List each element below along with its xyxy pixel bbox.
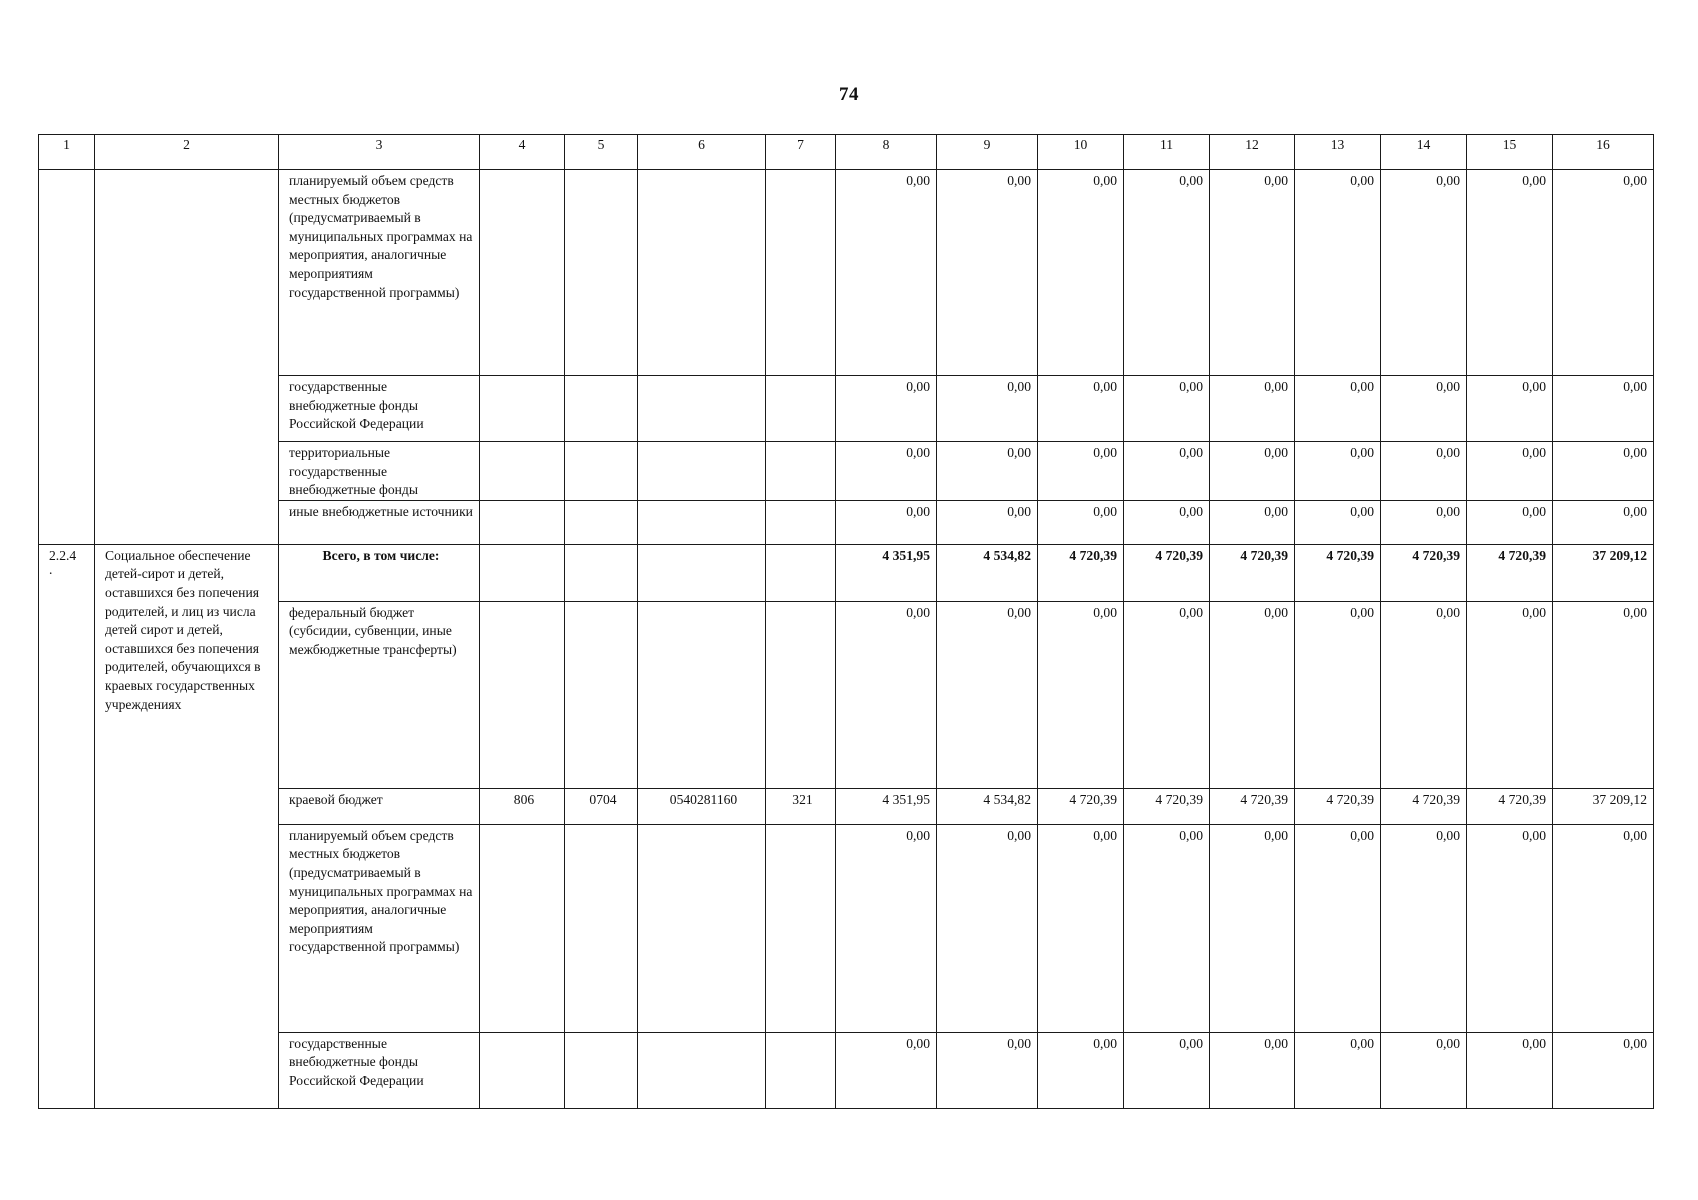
code-cell — [766, 1032, 836, 1108]
value-cell: 0,00 — [1467, 376, 1553, 442]
header-cell: 5 — [565, 135, 638, 170]
header-cell: 9 — [937, 135, 1038, 170]
code-cell: 321 — [766, 788, 836, 824]
value-cell: 0,00 — [1124, 376, 1210, 442]
value-cell: 0,00 — [937, 442, 1038, 501]
value-cell: 0,00 — [1210, 1032, 1295, 1108]
code-cell — [638, 442, 766, 501]
value-cell: 0,00 — [1038, 170, 1124, 376]
value-cell: 0,00 — [1381, 170, 1467, 376]
value-cell: 0,00 — [1381, 601, 1467, 788]
index-cell — [39, 170, 95, 545]
total-value-cell: 4 720,39 — [1467, 544, 1553, 601]
value-cell: 4 720,39 — [1038, 788, 1124, 824]
header-cell: 7 — [766, 135, 836, 170]
code-cell — [565, 376, 638, 442]
value-cell: 0,00 — [836, 824, 937, 1032]
total-value-cell: 37 209,12 — [1553, 544, 1654, 601]
value-cell: 0,00 — [1124, 442, 1210, 501]
code-cell — [766, 442, 836, 501]
value-cell: 0,00 — [1295, 170, 1381, 376]
value-cell: 0,00 — [1295, 824, 1381, 1032]
value-cell: 4 720,39 — [1467, 788, 1553, 824]
value-cell: 0,00 — [1295, 442, 1381, 501]
total-value-cell: 4 534,82 — [937, 544, 1038, 601]
code-cell — [638, 170, 766, 376]
header-cell: 16 — [1553, 135, 1654, 170]
value-cell: 0,00 — [1038, 824, 1124, 1032]
table-row — [39, 788, 1654, 824]
value-cell: 4 720,39 — [1124, 788, 1210, 824]
table-row — [39, 824, 1654, 1032]
index-cell — [39, 544, 95, 1108]
value-cell: 0,00 — [1124, 1032, 1210, 1108]
total-value-cell: 4 720,39 — [1295, 544, 1381, 601]
value-cell: 0,00 — [1124, 500, 1210, 544]
total-label: Всего, в том числе: — [279, 544, 480, 601]
budget-table — [38, 134, 1654, 1109]
value-cell: 0,00 — [1381, 376, 1467, 442]
code-cell — [638, 544, 766, 601]
code-cell — [480, 544, 565, 601]
value-cell: 0,00 — [836, 442, 937, 501]
total-row — [39, 544, 1654, 601]
value-cell: 0,00 — [1038, 601, 1124, 788]
value-cell: 0,00 — [1038, 376, 1124, 442]
value-cell: 0,00 — [1124, 170, 1210, 376]
code-cell — [565, 442, 638, 501]
value-cell: 0,00 — [1381, 1032, 1467, 1108]
code-cell — [638, 824, 766, 1032]
code-cell — [766, 376, 836, 442]
item-index: 2.2.4 — [49, 547, 77, 563]
code-cell — [638, 500, 766, 544]
header-cell: 1 — [39, 135, 95, 170]
value-cell: 0,00 — [1467, 170, 1553, 376]
code-cell — [480, 442, 565, 501]
source-cell: государственные внебюджетные фонды Российской Федерации — [279, 1032, 480, 1108]
value-cell: 4 534,82 — [937, 788, 1038, 824]
source-cell: федеральный бюджет (субсидии, субвенции, иные межбюджетные трансферты) — [279, 601, 480, 788]
table-row — [39, 442, 1654, 501]
value-cell: 0,00 — [1295, 376, 1381, 442]
source-cell: территориальные государственные внебюджетные фонды — [279, 442, 480, 501]
code-cell — [565, 601, 638, 788]
value-cell: 0,00 — [937, 824, 1038, 1032]
description-cell — [95, 170, 279, 545]
page-number: 74 — [839, 84, 859, 105]
value-cell: 0,00 — [1467, 601, 1553, 788]
code-cell — [766, 824, 836, 1032]
table-row — [39, 1032, 1654, 1108]
value-cell: 0,00 — [1467, 824, 1553, 1032]
header-cell: 11 — [1124, 135, 1210, 170]
value-cell: 0,00 — [1381, 500, 1467, 544]
code-cell: 0540281160 — [638, 788, 766, 824]
source-cell: иные внебюджетные источники — [279, 500, 480, 544]
source-cell: краевой бюджет — [279, 788, 480, 824]
code-cell — [480, 376, 565, 442]
table-row — [39, 376, 1654, 442]
value-cell: 0,00 — [1553, 500, 1654, 544]
value-cell: 0,00 — [1210, 170, 1295, 376]
code-cell: 0704 — [565, 788, 638, 824]
value-cell: 0,00 — [937, 170, 1038, 376]
value-cell: 0,00 — [1038, 500, 1124, 544]
header-cell: 3 — [279, 135, 480, 170]
value-cell: 0,00 — [1210, 824, 1295, 1032]
value-cell: 0,00 — [1295, 500, 1381, 544]
code-cell — [480, 601, 565, 788]
value-cell: 0,00 — [1210, 376, 1295, 442]
value-cell: 37 209,12 — [1553, 788, 1654, 824]
value-cell: 0,00 — [1210, 442, 1295, 501]
value-cell: 0,00 — [1553, 601, 1654, 788]
description-cell: Социальное обеспечение детей-сирот и детей, оставшихся без попечения родителей, и лиц из числа детей сирот и детей, оставшихся без попечения родителей, обучающихся в краевых государственных учреждениях — [95, 544, 279, 1108]
value-cell: 0,00 — [1553, 1032, 1654, 1108]
value-cell: 0,00 — [937, 376, 1038, 442]
value-cell: 0,00 — [937, 1032, 1038, 1108]
value-cell: 0,00 — [1553, 824, 1654, 1032]
code-cell — [638, 1032, 766, 1108]
value-cell: 0,00 — [1295, 601, 1381, 788]
value-cell: 4 720,39 — [1210, 788, 1295, 824]
value-cell: 0,00 — [836, 601, 937, 788]
total-value-cell: 4 720,39 — [1124, 544, 1210, 601]
header-cell: 8 — [836, 135, 937, 170]
header-cell: 4 — [480, 135, 565, 170]
table-row — [39, 170, 1654, 376]
value-cell: 0,00 — [1038, 442, 1124, 501]
code-cell — [480, 170, 565, 376]
code-cell — [638, 376, 766, 442]
value-cell: 0,00 — [1124, 824, 1210, 1032]
value-cell: 0,00 — [937, 500, 1038, 544]
code-cell — [638, 601, 766, 788]
code-cell — [565, 170, 638, 376]
value-cell: 0,00 — [937, 601, 1038, 788]
value-cell: 0,00 — [1210, 500, 1295, 544]
code-cell — [565, 544, 638, 601]
value-cell: 0,00 — [1467, 1032, 1553, 1108]
value-cell: 0,00 — [1553, 442, 1654, 501]
value-cell: 0,00 — [1467, 442, 1553, 501]
total-value-cell: 4 351,95 — [836, 544, 937, 601]
code-cell — [766, 601, 836, 788]
value-cell: 0,00 — [1467, 500, 1553, 544]
source-cell: государственные внебюджетные фонды Российской Федерации — [279, 376, 480, 442]
code-cell — [480, 500, 565, 544]
code-cell — [565, 824, 638, 1032]
table-row — [39, 601, 1654, 788]
header-cell: 14 — [1381, 135, 1467, 170]
value-cell: 0,00 — [1381, 442, 1467, 501]
value-cell: 0,00 — [1124, 601, 1210, 788]
code-cell — [766, 170, 836, 376]
source-cell: планируемый объем средств местных бюджетов (предусматриваемый в муниципальных программах на мероприятия, аналогичные мероприятиям государственной программы) — [279, 170, 480, 376]
code-cell — [766, 544, 836, 601]
value-cell: 4 351,95 — [836, 788, 937, 824]
value-cell: 0,00 — [1381, 824, 1467, 1032]
value-cell: 0,00 — [836, 170, 937, 376]
table-row — [39, 500, 1654, 544]
total-value-cell: 4 720,39 — [1210, 544, 1295, 601]
header-cell: 15 — [1467, 135, 1553, 170]
item-index-mark: . — [49, 562, 53, 578]
header-cell: 12 — [1210, 135, 1295, 170]
value-cell: 0,00 — [836, 500, 937, 544]
code-cell — [480, 824, 565, 1032]
source-cell: планируемый объем средств местных бюджетов (предусматриваемый в муниципальных программах на мероприятия, аналогичные мероприятиям государственной программы) — [279, 824, 480, 1032]
value-cell: 0,00 — [836, 1032, 937, 1108]
header-cell: 6 — [638, 135, 766, 170]
value-cell: 0,00 — [836, 376, 937, 442]
header-row — [39, 135, 1654, 170]
code-cell — [766, 500, 836, 544]
header-cell: 2 — [95, 135, 279, 170]
code-cell: 806 — [480, 788, 565, 824]
code-cell — [480, 1032, 565, 1108]
value-cell: 0,00 — [1553, 170, 1654, 376]
value-cell: 4 720,39 — [1381, 788, 1467, 824]
value-cell: 0,00 — [1553, 376, 1654, 442]
header-cell: 10 — [1038, 135, 1124, 170]
code-cell — [565, 500, 638, 544]
code-cell — [565, 1032, 638, 1108]
value-cell: 0,00 — [1038, 1032, 1124, 1108]
total-value-cell: 4 720,39 — [1038, 544, 1124, 601]
total-value-cell: 4 720,39 — [1381, 544, 1467, 601]
value-cell: 4 720,39 — [1295, 788, 1381, 824]
value-cell: 0,00 — [1210, 601, 1295, 788]
value-cell: 0,00 — [1295, 1032, 1381, 1108]
header-cell: 13 — [1295, 135, 1381, 170]
